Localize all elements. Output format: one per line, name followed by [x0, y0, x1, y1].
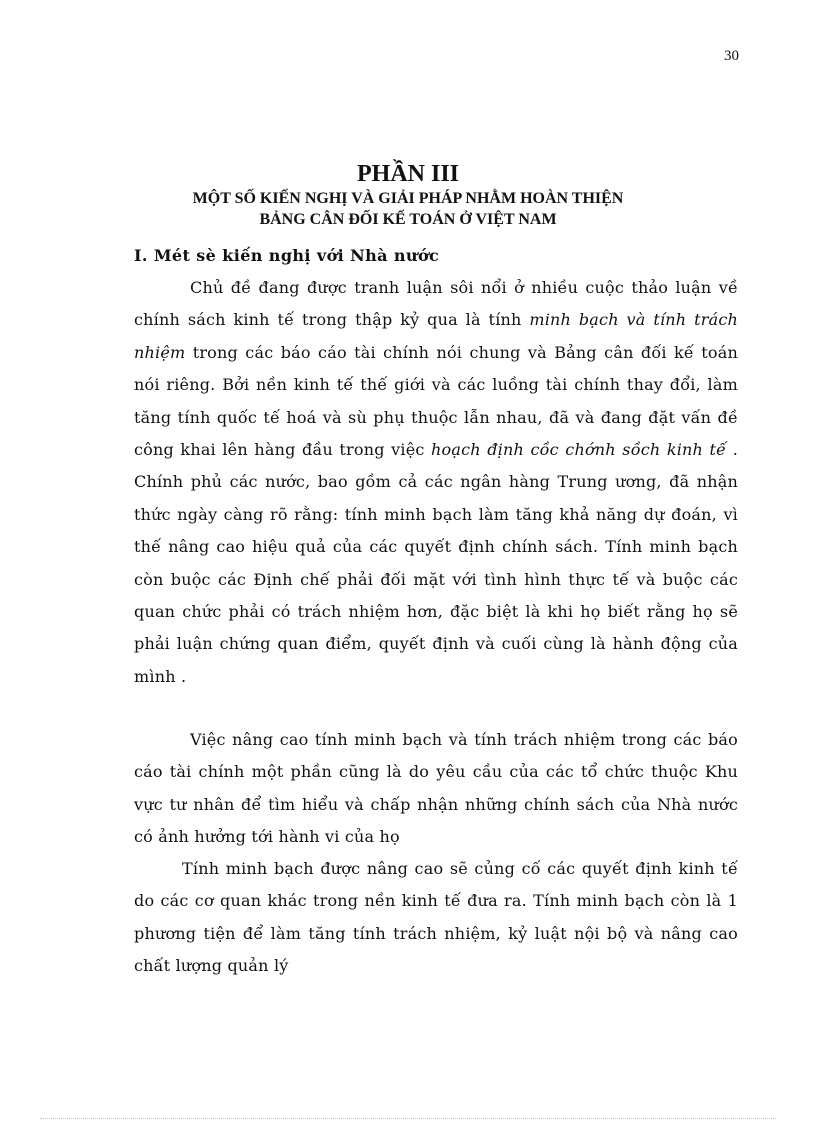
- paragraph-1-emphasis-b: hoạch định cồc chớnh sồch kinh tế: [431, 440, 727, 460]
- page-number: 30: [724, 48, 739, 64]
- paragraph-1-text-b: trong các báo cáo tài chính nói chung và Bảng cân đối kế toán nói riêng. Bởi nền kinh tế thế giới và các luồng tài chính thay đổi, làm tăng tính quốc tế hoá và sù phụ thuộc lẫn nhau, đã và đang đặt vấn đề công khai lên hàng đầu trong việc: [134, 342, 738, 460]
- paragraph-2: Việc nâng cao tính minh bạch và tính trách nhiệm trong các báo cáo tài chính một phần cũng là do yêu cầu của các tổ chức thuộc Khu vực tư nhân để tìm hiểu và chấp nhận những chính sách của Nhà nước có ảnh hưởng tới hành vi của họ: [134, 730, 738, 847]
- part-title: PHẦN III: [356, 161, 459, 187]
- subtitle-line-1: MỘT SỐ KIẾN NGHỊ VÀ GIẢI PHÁP NHẰM HOÀN THIỆN: [192, 190, 624, 207]
- subtitle-line-2: BẢNG CÂN ĐỐI KẾ TOÁN Ở VIỆT NAM: [259, 211, 557, 228]
- paragraph-1-text-a: Chủ đề đang được tranh luận sôi nổi ở nhiều cuộc thảo luận về chính sách kinh tế trong thập kỷ qua là tính: [134, 278, 738, 330]
- paragraph-3: Tính minh bạch được nâng cao sẽ củng cố các quyết định kinh tế do các cơ quan khác trong nền kinh tế đưa ra. Tính minh bạch còn là 1 phương tiện để làm tăng tính trách nhiệm, kỷ luật nội bộ và nâng cao chất lượng quản lý: [134, 859, 738, 976]
- paragraph-1-emphasis-a: minh bạch và tính trách nhiệm: [134, 310, 738, 362]
- footer-divider: [40, 1118, 776, 1119]
- paragraph-1-text-c: . Chính phủ các nước, bao gồm cả các ngân hàng Trung ương, đã nhận thức ngày càng rõ rằng: tính minh bạch làm tăng khả năng dự đoán, vì thế nâng cao hiệu quả của các quyết định chính sách. Tính minh bạch còn buộc các Định chế phải đối mặt với tình hình thực tế và buộc các quan chức phải có trách nhiệm hơn, đặc biệt là khi họ biết rằng họ sẽ phải luận chứng quan điểm, quyết định và cuối cùng là hành động của mình .: [134, 440, 738, 686]
- title-block: [0, 160, 816, 230]
- paragraph-1: [134, 272, 738, 693]
- section-heading: I. Mét sè kiến nghị với Nhà nước: [134, 246, 440, 265]
